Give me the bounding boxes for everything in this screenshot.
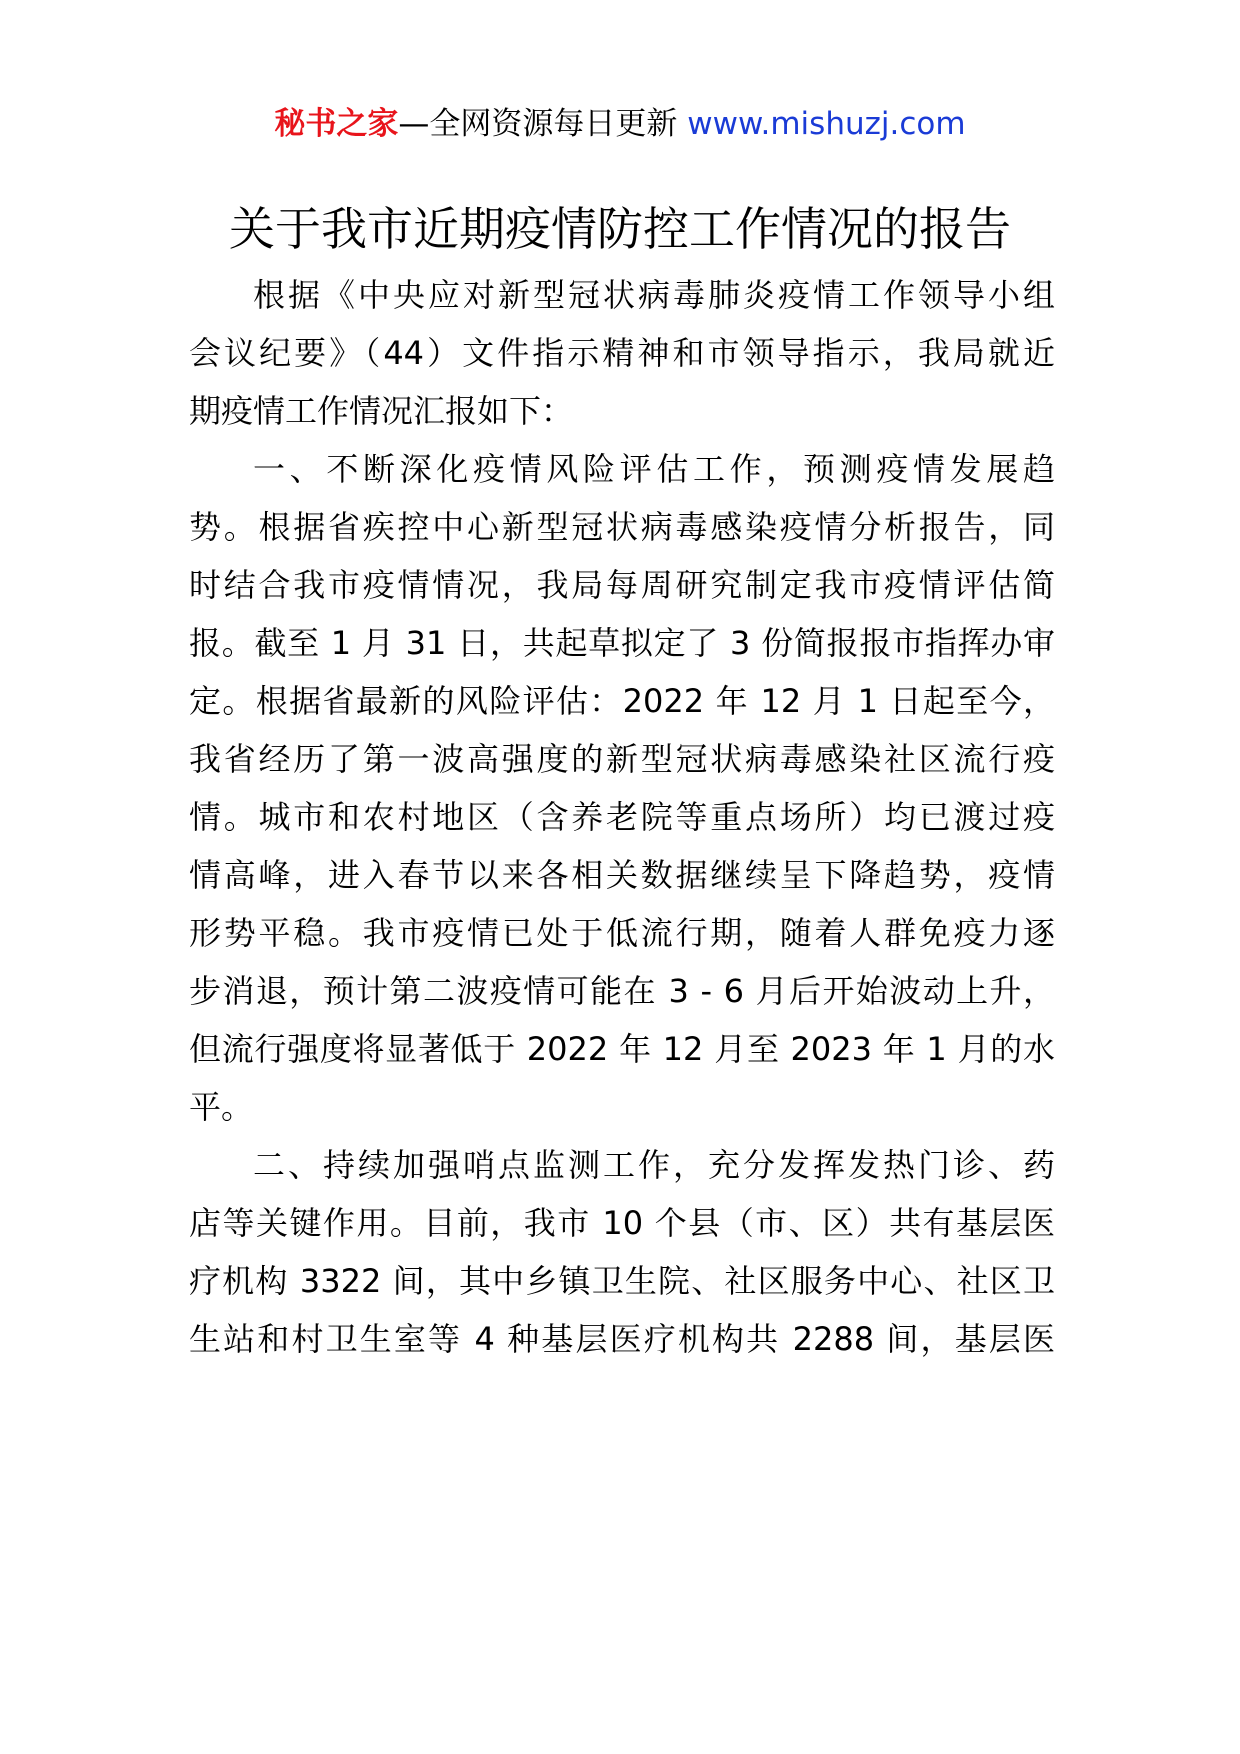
document-title: 关于我市近期疫情防控工作情况的报告 bbox=[229, 202, 1011, 256]
paragraph-line: 报。截至 1 月 31 日，共起草拟定了 3 份简报报市指挥办审 bbox=[189, 624, 1055, 662]
brand-name: 秘书之家 bbox=[274, 106, 399, 142]
paragraph-line: 情。城市和农村地区（含养老院等重点场所）均已渡过疫 bbox=[189, 798, 1055, 836]
paragraph-line: 情高峰，进入春节以来各相关数据继续呈下降趋势，疫情 bbox=[189, 856, 1055, 894]
paragraph-line: 但流行强度将显著低于 2022 年 12 月至 2023 年 1 月的水 bbox=[189, 1030, 1055, 1068]
paragraph-line: 疗机构 3322 间，其中乡镇卫生院、社区服务中心、社区卫 bbox=[189, 1262, 1055, 1300]
header-slogan: —全网资源每日更新 bbox=[398, 106, 678, 142]
section-heading-line: 二、持续加强哨点监测工作，充分发挥发热门诊、药 bbox=[253, 1146, 1055, 1184]
paragraph-line: 定。根据省最新的风险评估：2022 年 12 月 1 日起至今， bbox=[189, 682, 1055, 720]
paragraph-line: 势。根据省疾控中心新型冠状病毒感染疫情分析报告，同 bbox=[189, 508, 1055, 546]
paragraph-line: 生站和村卫生室等 4 种基层医疗机构共 2288 间，基层医 bbox=[189, 1320, 1055, 1358]
paragraph-line: 我省经历了第一波高强度的新型冠状病毒感染社区流行疫 bbox=[189, 740, 1055, 778]
website-link[interactable]: www.mishuzj.com bbox=[687, 106, 966, 142]
paragraph-line: 根据《中央应对新型冠状病毒肺炎疫情工作领导小组 bbox=[253, 276, 1055, 314]
section-heading-line: 一、不断深化疫情风险评估工作，预测疫情发展趋 bbox=[253, 450, 1055, 488]
paragraph-line: 时结合我市疫情情况，我局每周研究制定我市疫情评估简 bbox=[189, 566, 1055, 604]
paragraph-line: 平。 bbox=[189, 1088, 254, 1126]
paragraph-line: 期疫情工作情况汇报如下： bbox=[189, 392, 574, 430]
paragraph-line: 形势平稳。我市疫情已处于低流行期，随着人群免疫力逐 bbox=[189, 914, 1055, 952]
paragraph-line: 店等关键作用。目前，我市 10 个县（市、区）共有基层医 bbox=[189, 1204, 1055, 1242]
paragraph-line: 会议纪要》（44）文件指示精神和市领导指示，我局就近 bbox=[189, 334, 1055, 372]
header-banner bbox=[0, 100, 1240, 148]
paragraph-line: 步消退，预计第二波疫情可能在 3 - 6 月后开始波动上升， bbox=[189, 972, 1055, 1010]
